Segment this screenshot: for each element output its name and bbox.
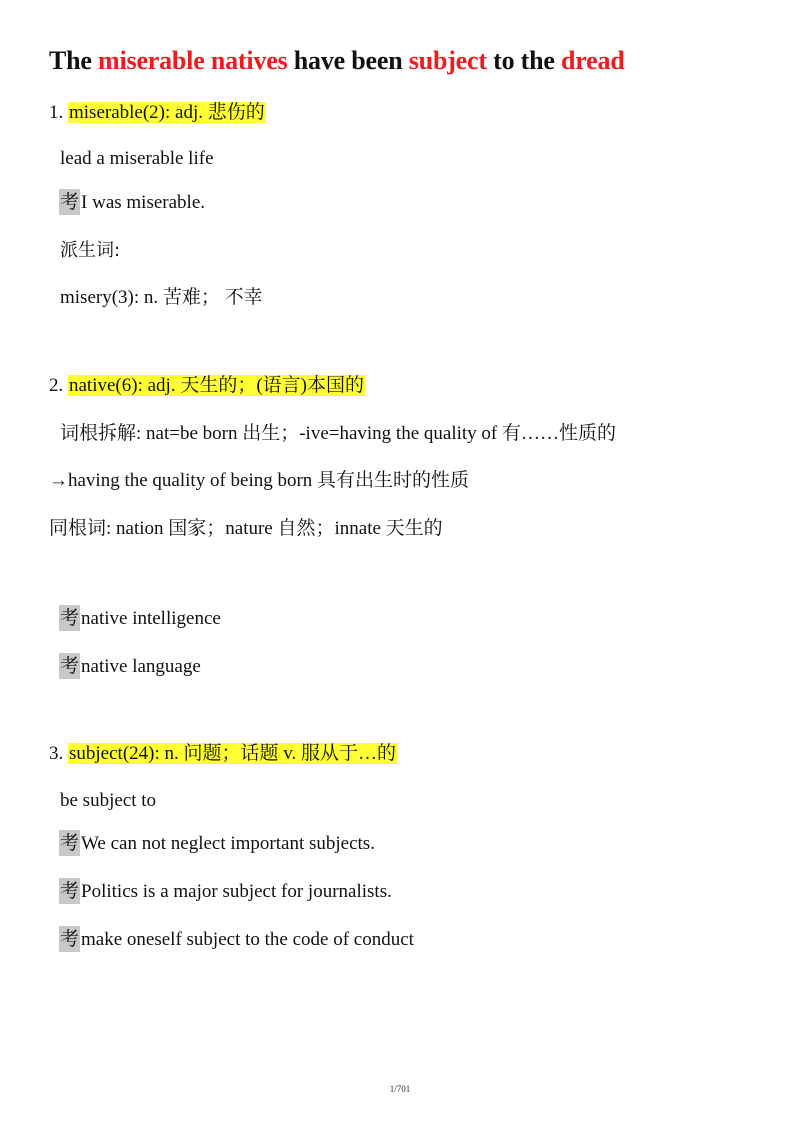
- derivative-word: misery(3): n. 苦难； 不幸: [60, 287, 263, 308]
- kao-badge: 考: [60, 880, 80, 902]
- root-breakdown: 词根拆解: nat=be born 出生；-ive=having the quality of 有……性质的: [60, 423, 616, 444]
- entry-number: 2.: [49, 375, 68, 396]
- example-phrase: be subject to: [60, 790, 157, 811]
- kao-badge: 考: [60, 832, 80, 854]
- exam-example-text: I was miserable.: [81, 192, 205, 213]
- exam-example: [59, 830, 375, 857]
- kao-badge: 考: [60, 928, 80, 950]
- root-meaning: →having the quality of being born 具有出生时的性质: [49, 470, 470, 491]
- entry-highlight: native(6): adj. 天生的；(语言)本国的: [69, 375, 364, 396]
- example-phrase: lead a miserable life: [60, 148, 214, 169]
- title-keyword-subject: subject: [408, 46, 487, 75]
- entry-highlight: subject(24): n. 问题；话题 v. 服从于…的: [69, 743, 397, 764]
- exam-example: [59, 926, 414, 953]
- exam-example: [59, 653, 201, 680]
- page-title: [49, 46, 625, 76]
- title-part-1: The: [49, 46, 99, 75]
- entry-heading-subject: [49, 741, 397, 767]
- entry-heading-native: [49, 373, 365, 399]
- entry-highlight: miserable(2): adj. 悲伤的: [69, 102, 265, 123]
- title-part-3: have been: [287, 46, 409, 75]
- exam-example-text: make oneself subject to the code of conduct: [81, 929, 414, 950]
- title-part-5: to the: [486, 46, 562, 75]
- page-number: 1/701: [389, 1084, 411, 1094]
- title-keyword-dread: dread: [561, 46, 625, 75]
- cognates: 同根词: nation 国家；nature 自然；innate 天生的: [49, 518, 443, 539]
- title-keyword-miserable-natives: miserable natives: [98, 46, 288, 75]
- exam-example-text: Politics is a major subject for journalists.: [81, 881, 392, 902]
- exam-example-text: native language: [81, 656, 201, 677]
- kao-badge: 考: [60, 607, 80, 629]
- derivative-label: 派生词:: [60, 240, 121, 261]
- kao-badge: 考: [60, 655, 80, 677]
- exam-example: [59, 189, 205, 216]
- kao-badge: 考: [60, 191, 80, 213]
- entry-number: 1.: [49, 102, 68, 123]
- exam-example-text: We can not neglect important subjects.: [81, 833, 375, 854]
- entry-heading-miserable: [49, 100, 266, 126]
- exam-example-text: native intelligence: [81, 608, 221, 629]
- exam-example: [59, 878, 392, 905]
- exam-example: [59, 605, 221, 632]
- entry-number: 3.: [49, 743, 68, 764]
